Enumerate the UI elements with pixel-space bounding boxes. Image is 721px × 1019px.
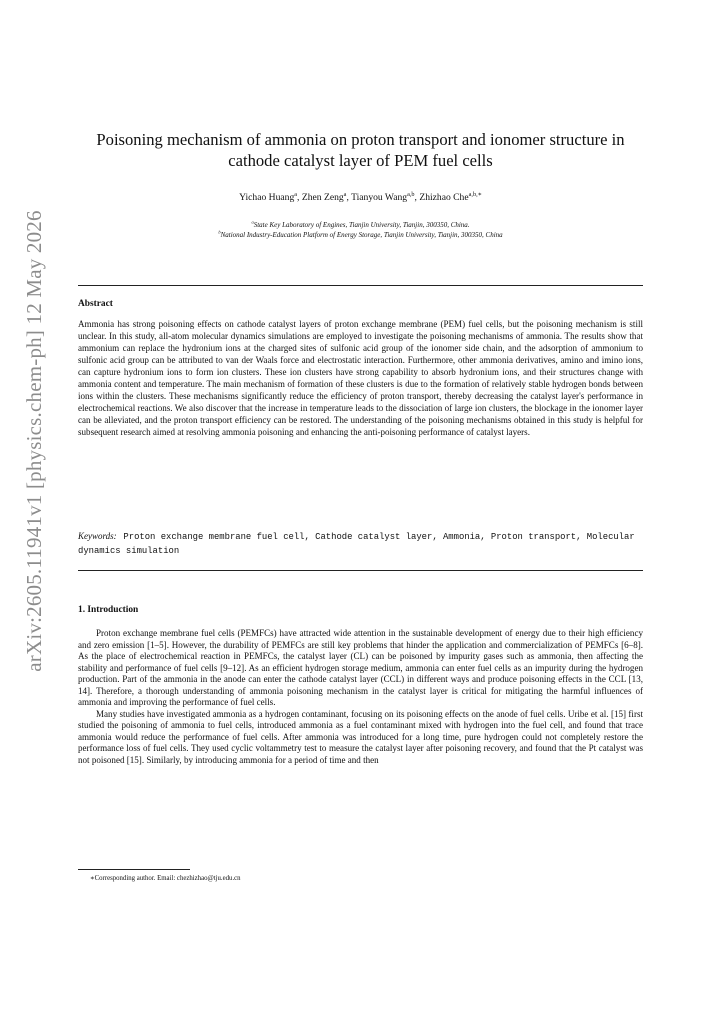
author-list: Yichao Huang$^a$, Zhen Zeng$^a$, Tianyou Wang$^{a,b}$, Zhizhao Che$^{a,b,∗}$: [239, 190, 482, 203]
abstract-heading: Abstract: [78, 299, 113, 309]
author-name: Zhen Zeng: [301, 192, 344, 203]
arxiv-identifier-stamp: arXiv:2605.11941v1 [physics.chem-ph] 12 May 2026: [22, 210, 46, 672]
author-affiliation-mark: a: [294, 190, 298, 198]
author-affiliation-mark: a,b: [407, 190, 415, 198]
footnote-rule: [78, 869, 190, 870]
introduction-body: [78, 628, 643, 766]
paragraph: Proton exchange membrane fuel cells (PEMFCs) have attracted wide attention in the sustainable development of energy due to their high efficiency and zero emission [1–5]. However, the durability of PEMFCs are still key problems that hinder the application and commercialization of PEMFCs [6–8]. As the place of electrochemical reaction in PEMFCs, the catalyst layer (CL) can be poisoned by impurity gases such as ammonia, then affecting the stability and performance of fuel cells [9–12]. As an efficient hydrogen storage medium, ammonia can enter fuel cells as an impurity during the hydrogen production. Part of the ammonia in the anode can enter the cathode catalyst layer (CCL) in different ways and produce poisoning effects in the CCL [13, 14]. Therefore, a thorough understanding of ammonia poisoning mechanism in the catalyst layer is critical for mitigating the harmful influences of ammonia and improving the performance of fuel cells.: [78, 628, 643, 707]
paper-title: Poisoning mechanism of ammonia on proton transport and ionomer structure in cathode catalyst layer of PEM fuel cells: [96, 130, 625, 170]
section-heading-introduction: 1. Introduction: [78, 605, 139, 615]
abstract-top-rule: [78, 285, 643, 286]
affiliation-text: State Key Laboratory of Engines, Tianjin University, Tianjin, 300350, China.: [253, 221, 470, 229]
affiliation-line: [78, 230, 643, 240]
affiliations: [78, 220, 643, 240]
author-affiliation-mark: a: [343, 190, 347, 198]
author-name: Yichao Huang: [239, 192, 295, 203]
keywords-text: Proton exchange membrane fuel cell, Cathode catalyst layer, Ammonia, Proton transport, Molecular dynamics simulation: [78, 532, 635, 556]
affiliation-mark: b: [218, 229, 221, 235]
keywords-label: Keywords:: [78, 531, 117, 541]
affiliation-text: National Industry-Education Platform of Energy Storage, Tianjin University, Tianjin, 300350, China: [220, 231, 503, 239]
affiliation-line: [78, 220, 643, 230]
author-name: Tianyou Wang: [351, 192, 408, 203]
author-affiliation-mark: a,b,∗: [468, 190, 482, 198]
author-name: Zhizhao Che: [419, 192, 469, 203]
corresponding-author-footnote: ∗Corresponding author. Email: chezhizhao@tju.edu.cn: [90, 875, 241, 882]
abstract-text: Ammonia has strong poisoning effects on cathode catalyst layers of proton exchange membrane (PEM) fuel cells, but the poisoning mechanism is still unclear. In this study, all-atom molecular dynamics simulations are employed to investigate the poisoning mechanisms of ammonia. The results show that ammonium can replace the hydronium ions at the charged sites of sulfonic acid group of the ionomer side chain, and the adsorption of ammonium to sulfonic acid group can be attributed to van der Waals force and electrostatic interaction. Furthermore, other ammonia derivatives, amino and imino ions, can capture hydronium ions to form ion clusters. These ion clusters have strong capability to absorb hydronium ions, and their structures change with ammonia content and temperature. The main mechanism of formation of these clusters is due to the formation of relatively stable hydrogen bonds between ions within the clusters. These mechanisms significantly reduce the efficiency of proton transport, thereby decreasing the catalyst layer's performance in electrochemical reactions. We also discover that the increase in temperature leads to the dissociation of large ion clusters, the blockage in the ionomer layer can be alleviated, and the proton transport efficiency can be restored. The understanding of the poisoning mechanisms obtained in this study is helpful for subsequent research aimed at resolving ammonia poisoning and enhancing the anti-poisoning performance of catalyst layers.: [78, 319, 643, 438]
paragraph: Many studies have investigated ammonia as a hydrogen contaminant, focusing on its poisoning effects on the anode of fuel cells. Uribe et al. [15] first studied the poisoning of ammonia to fuel cells, introduced ammonia as a fuel contaminant mixed with hydrogen into the fuel cell, and found that trace ammonia would reduce the performance of fuel cells. After ammonia was introduced for a long time, pure hydrogen could not completely restore the performance loss of fuel cells. They used cyclic voltammetry test to measure the catalyst layer after poisoning recovery, and found that the Pt catalyst was not poisoned [15]. Similarly, by introducing ammonia for a period of time and then: [78, 708, 643, 765]
abstract-bottom-rule: [78, 570, 643, 571]
affiliation-mark: a: [251, 219, 254, 225]
keywords: [78, 530, 643, 557]
